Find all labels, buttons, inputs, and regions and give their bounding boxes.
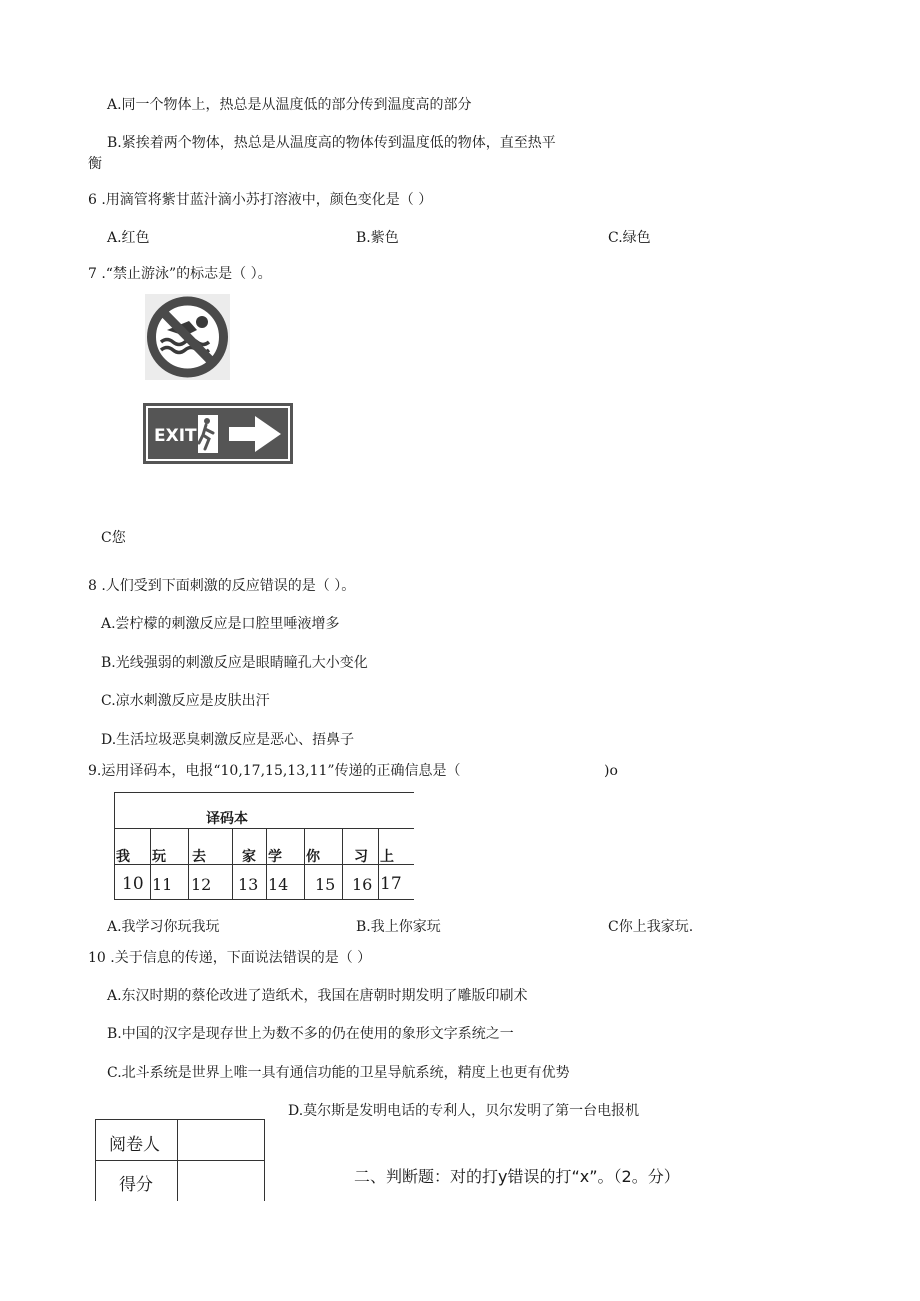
codebook-code: 11 <box>152 875 173 894</box>
exit-sign-icon <box>143 403 293 464</box>
codebook-code: 15 <box>315 875 336 894</box>
q8-option-b: B.光线强弱的刺激反应是眼睛瞳孔大小变化 <box>101 655 368 671</box>
grader-reviewer-field[interactable] <box>179 1121 263 1159</box>
codebook-char: 学 <box>268 849 282 865</box>
q9-stem: 9.运用译码本，电报“10,17,15,13,11”传递的正确信息是（ <box>88 763 461 779</box>
q6-stem: 6 .用滴管将紫甘蓝汁滴小苏打溶液中，颜色变化是（ ） <box>88 192 433 208</box>
codebook-code: 10 <box>122 874 144 894</box>
q10-option-c: C.北斗系统是世界上唯一具有通信功能的卫星导航系统，精度上也更有优势 <box>107 1065 570 1081</box>
q7-option-c: C您 <box>101 530 126 546</box>
grader-score-field[interactable] <box>179 1162 263 1200</box>
codebook-char: 我 <box>116 849 130 865</box>
q5-option-a: A.同一个物体上，热总是从温度低的部分传到温度高的部分 <box>107 97 472 113</box>
codebook-title: 译码本 <box>206 811 248 827</box>
q6-option-b: B.紫色 <box>356 230 399 246</box>
grader-table <box>95 1119 265 1201</box>
q7-stem: 7 .“禁止游泳”的标志是（ ）。 <box>88 266 272 282</box>
q10-option-a: A.东汉时期的蔡伦改进了造纸术，我国在唐朝时期发明了雕版印刷术 <box>107 988 528 1004</box>
codebook-code: 16 <box>352 875 373 894</box>
q8-option-d: D.生活垃圾恶臭刺激反应是恶心、捂鼻子 <box>101 732 355 748</box>
codebook-char: 习 <box>354 849 368 865</box>
q5-option-b-line1: B.紧挨着两个物体，热总是从温度高的物体传到温度低的物体，直至热平 <box>107 135 556 151</box>
q9-option-b: B.我上你家玩 <box>356 919 441 935</box>
grader-score-label: 得分 <box>119 1175 153 1195</box>
codebook-char: 家 <box>242 849 256 865</box>
q9-stem-end: )o <box>604 763 618 779</box>
codebook-code: 14 <box>268 875 289 894</box>
codebook-char: 玩 <box>152 849 166 865</box>
q8-stem: 8 .人们受到下面刺激的反应错误的是（ ）。 <box>88 578 356 594</box>
no-swimming-sign-icon <box>145 294 230 380</box>
q8-option-c: C.凉水刺激反应是皮肤出汗 <box>101 693 270 709</box>
section2-heading: 二、判断题：对的打y错误的打“x”。（2。分） <box>354 1167 680 1186</box>
q10-option-d: D.莫尔斯是发明电话的专利人，贝尔发明了第一台电报机 <box>288 1103 640 1119</box>
q9-option-a: A.我学习你玩我玩 <box>107 919 220 935</box>
grader-reviewer-label: 阅卷人 <box>109 1135 160 1155</box>
codebook-char: 你 <box>306 849 320 865</box>
codebook-code: 13 <box>238 875 259 894</box>
q6-option-a: A.红色 <box>107 230 150 246</box>
codebook-code: 17 <box>380 874 402 894</box>
codebook-table <box>114 792 414 900</box>
exit-sign-label: EXIT <box>154 426 197 446</box>
q6-option-c: C.绿色 <box>608 230 651 246</box>
codebook-char: 去 <box>192 849 206 865</box>
codebook-code: 12 <box>191 875 212 894</box>
q10-stem: 10 .关于信息的传递，下面说法错误的是（ ） <box>88 950 372 966</box>
q5-option-b-line2: 衡 <box>88 156 102 172</box>
q10-option-b: B.中国的汉字是现存世上为数不多的仍在使用的象形文字系统之一 <box>107 1026 514 1042</box>
q8-option-a: A.尝柠檬的刺激反应是口腔里唾液增多 <box>101 616 340 632</box>
codebook-char: 上 <box>380 849 394 865</box>
q9-option-c: C你上我家玩. <box>608 919 694 935</box>
